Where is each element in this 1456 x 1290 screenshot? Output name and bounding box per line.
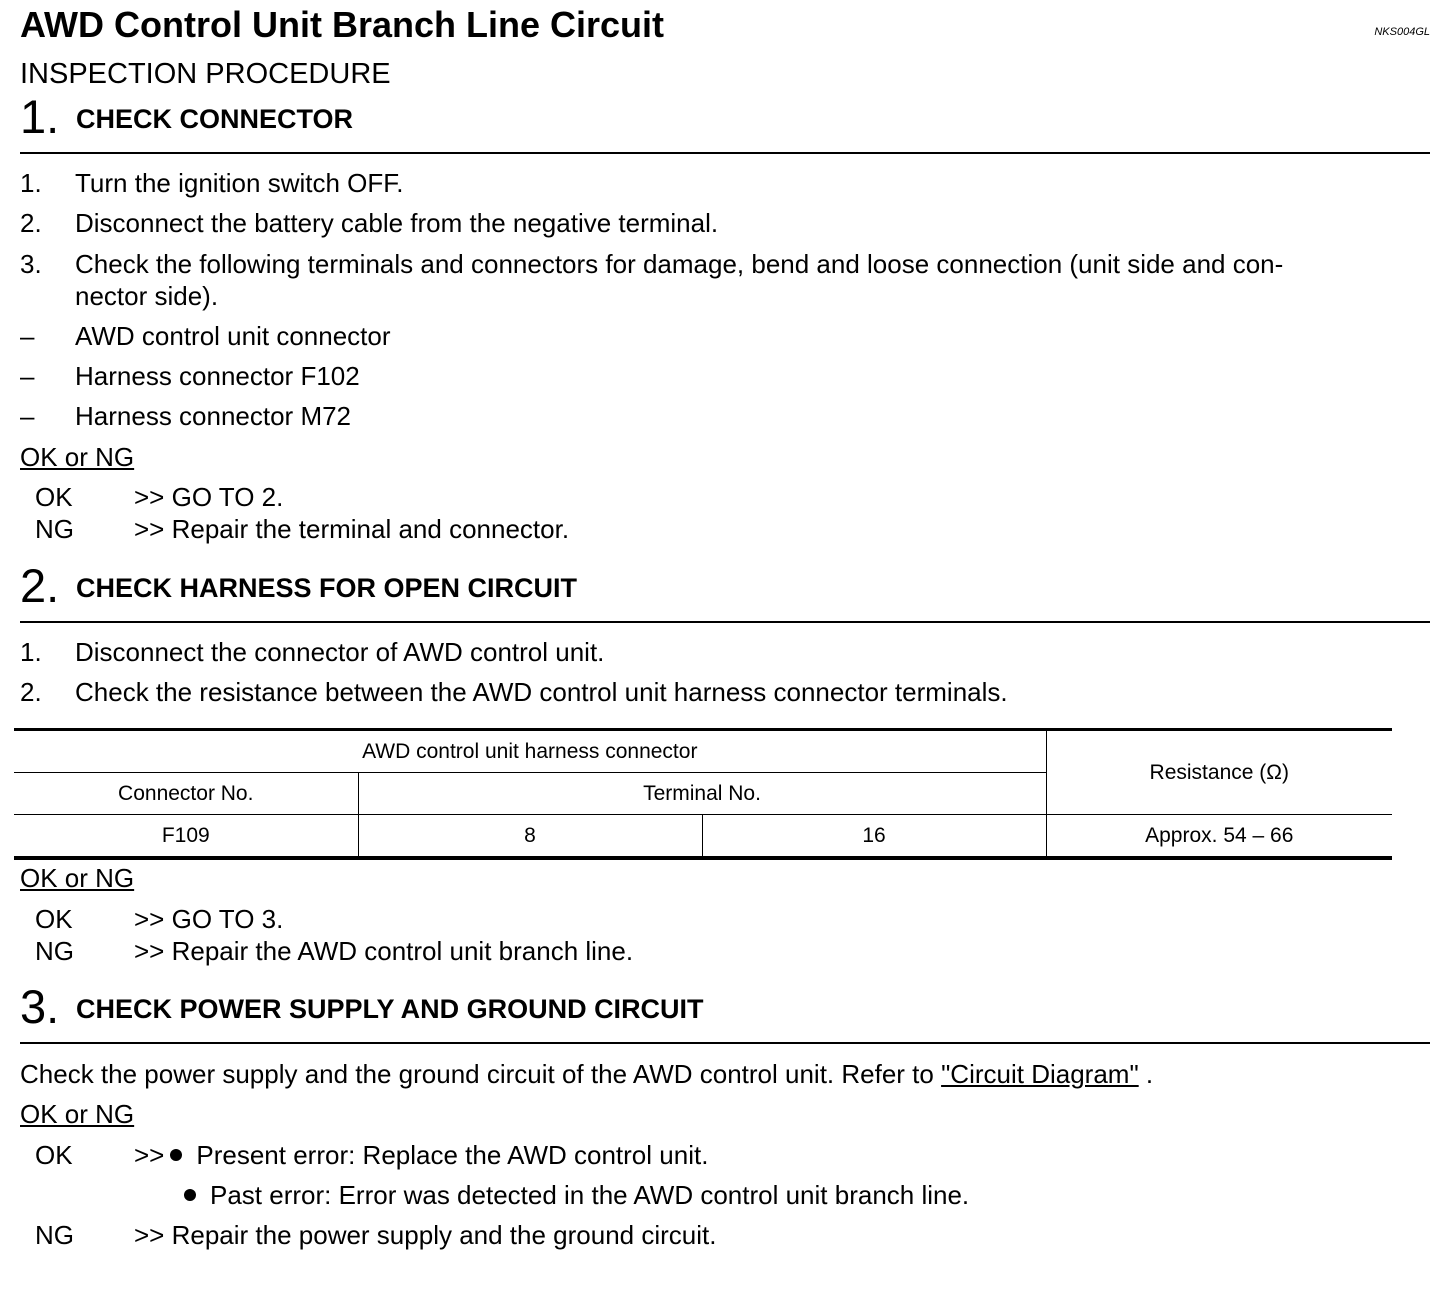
result-ng-label: NG xyxy=(35,936,74,966)
result-ng-text: >> Repair the terminal and connector. xyxy=(134,514,570,544)
document-code: NKS004GL xyxy=(1374,26,1430,38)
terminal-header-cell: Terminal No. xyxy=(358,773,1046,815)
section-subtitle: INSPECTION PROCEDURE xyxy=(20,58,391,90)
ok-or-ng-label: OK or NG xyxy=(20,442,135,472)
circuit-diagram-link[interactable]: "Circuit Diagram" xyxy=(941,1059,1139,1089)
resistance-header-cell: Resistance (Ω) xyxy=(1046,730,1392,815)
step-3-heading xyxy=(20,982,1430,1044)
step-title: CHECK CONNECTOR xyxy=(76,104,354,134)
result-ok-text: >> GO TO 2. xyxy=(134,482,284,512)
terminal-b-cell: 16 xyxy=(702,815,1046,859)
step-number: 3. xyxy=(20,980,60,1033)
result-ng-label: NG xyxy=(35,514,74,544)
table-row xyxy=(14,815,1392,859)
resistance-cell: Approx. 54 – 66 xyxy=(1046,815,1392,859)
terminal-a-cell: 8 xyxy=(358,815,702,859)
step-number: 1. xyxy=(20,90,60,143)
result-ok-label: OK xyxy=(35,482,73,512)
result-ok-text: >> GO TO 3. xyxy=(134,904,284,934)
ok-or-ng-label: OK or NG xyxy=(20,863,135,893)
step-2-heading xyxy=(20,561,1430,623)
table-header-row xyxy=(14,730,1392,773)
bullet-icon xyxy=(170,1149,182,1161)
step-number: 2. xyxy=(20,559,60,612)
step-title: CHECK HARNESS FOR OPEN CIRCUIT xyxy=(76,573,578,603)
step-title: CHECK POWER SUPPLY AND GROUND CIRCUIT xyxy=(76,994,704,1024)
result-ng-text: >> Repair the power supply and the ground circuit. xyxy=(134,1220,717,1250)
page-title: AWD Control Unit Branch Line Circuit xyxy=(20,4,664,45)
result-ok-label: OK xyxy=(35,1140,73,1170)
step-1-heading xyxy=(20,92,1430,154)
result-ok-bullet-2: Past error: Error was detected in the AWD control unit branch line. xyxy=(178,1179,969,1211)
ok-or-ng-label: OK or NG xyxy=(20,1099,135,1129)
result-ok-bullet-1: >> Present error: Replace the AWD control unit. xyxy=(134,1140,709,1170)
connector-header-cell: Connector No. xyxy=(14,773,358,815)
group-header-cell: AWD control unit harness connector xyxy=(14,730,1046,773)
bullet-icon xyxy=(184,1189,196,1201)
result-ng-text: >> Repair the AWD control unit branch line. xyxy=(134,936,634,966)
resistance-table xyxy=(14,728,1392,860)
result-ok-label: OK xyxy=(35,904,73,934)
result-ng-label: NG xyxy=(35,1220,74,1250)
connector-cell: F109 xyxy=(14,815,358,859)
step-3-body: Check the power supply and the ground circuit of the AWD control unit. Refer to "Circuit Diagram" . xyxy=(20,1059,1154,1089)
